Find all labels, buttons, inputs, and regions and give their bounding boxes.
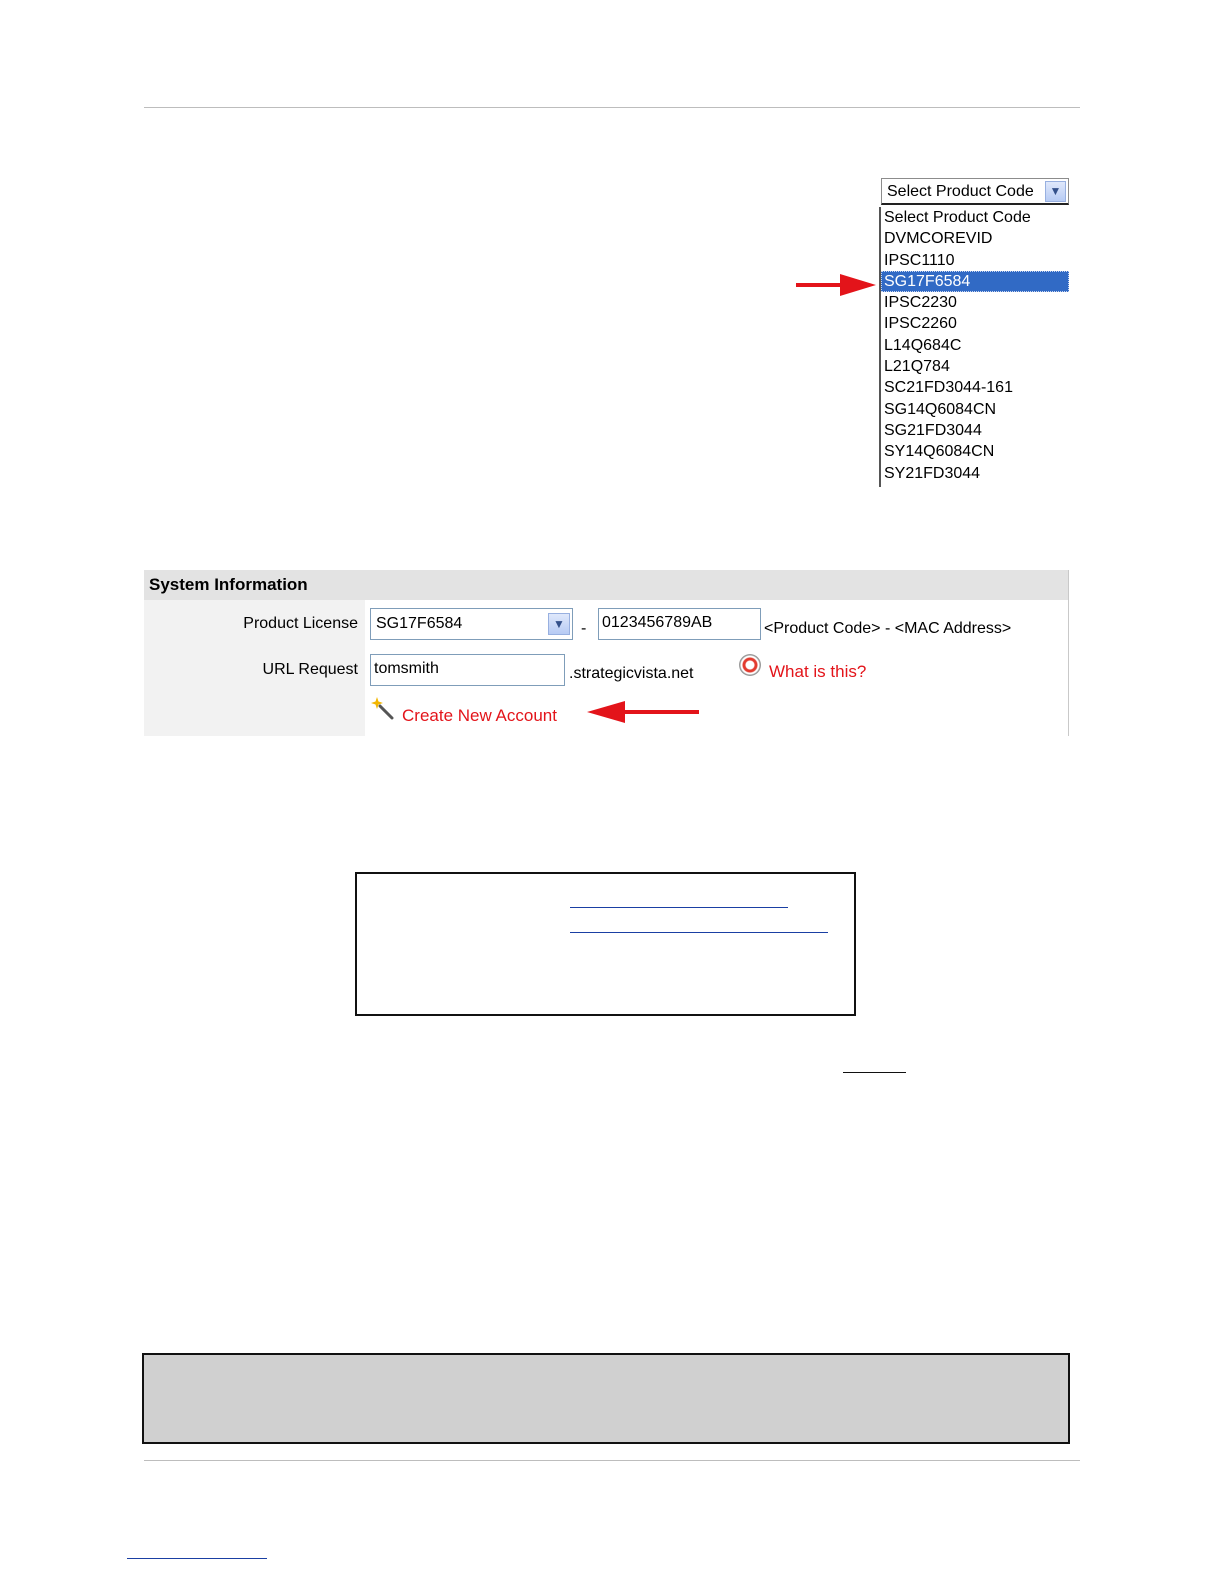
text-underline — [843, 1072, 906, 1073]
dropdown-option[interactable]: L21Q784 — [884, 358, 950, 376]
url-request-label: URL Request — [262, 661, 358, 678]
dropdown-option[interactable]: SG14Q6084CN — [884, 400, 997, 418]
license-format-hint: <Product Code> - <MAC Address> — [764, 620, 1012, 637]
dropdown-option[interactable]: IPSC2230 — [884, 294, 957, 312]
product-code-dropdown[interactable] — [881, 178, 1069, 205]
create-new-account-link[interactable]: Create New Account — [402, 706, 557, 725]
bottom-rule — [144, 1460, 1080, 1461]
product-code-select[interactable] — [370, 608, 573, 640]
dropdown-option[interactable]: SC21FD3044-161 — [884, 379, 1013, 397]
link-underline — [570, 907, 788, 908]
what-is-this-link[interactable]: What is this? — [769, 662, 867, 681]
link-underline — [570, 932, 828, 933]
url-request-input[interactable]: tomsmith — [370, 654, 565, 686]
mac-address-input[interactable]: 0123456789AB — [598, 608, 761, 640]
dropdown-option[interactable]: L14Q684C — [884, 336, 962, 354]
dropdown-option[interactable]: DVMCOREVID — [884, 230, 993, 248]
note-box — [355, 872, 856, 1016]
dropdown-option[interactable]: IPSC2260 — [884, 315, 957, 333]
magic-wand-icon[interactable] — [371, 697, 395, 721]
annotation-arrow-right-icon — [796, 272, 878, 298]
domain-suffix: .strategicvista.net — [569, 665, 694, 682]
gray-callout-box — [142, 1353, 1070, 1444]
chevron-down-icon[interactable]: ▼ — [1045, 181, 1066, 202]
dropdown-option[interactable]: Select Product Code — [884, 209, 1031, 226]
top-rule — [144, 107, 1080, 108]
footer-link-underline — [127, 1558, 267, 1559]
dropdown-option[interactable]: SY21FD3044 — [884, 464, 981, 482]
dropdown-option[interactable]: SG21FD3044 — [884, 421, 982, 439]
dropdown-selected-value: Select Product Code — [887, 183, 1034, 200]
license-separator: - — [581, 620, 587, 637]
dropdown-option[interactable]: SY14Q6084CN — [884, 443, 995, 461]
product-code-value: SG17F6584 — [376, 615, 463, 632]
panel-title: System Information — [144, 570, 1068, 600]
dropdown-option-list — [879, 207, 1069, 487]
dropdown-option-highlighted[interactable]: SG17F6584 — [881, 271, 1069, 292]
help-lifebuoy-icon[interactable] — [739, 654, 761, 676]
dropdown-option[interactable]: IPSC1110 — [884, 251, 955, 269]
product-license-label: Product License — [243, 615, 358, 632]
annotation-arrow-left-icon — [587, 699, 699, 725]
chevron-down-icon[interactable]: ▼ — [548, 613, 570, 635]
